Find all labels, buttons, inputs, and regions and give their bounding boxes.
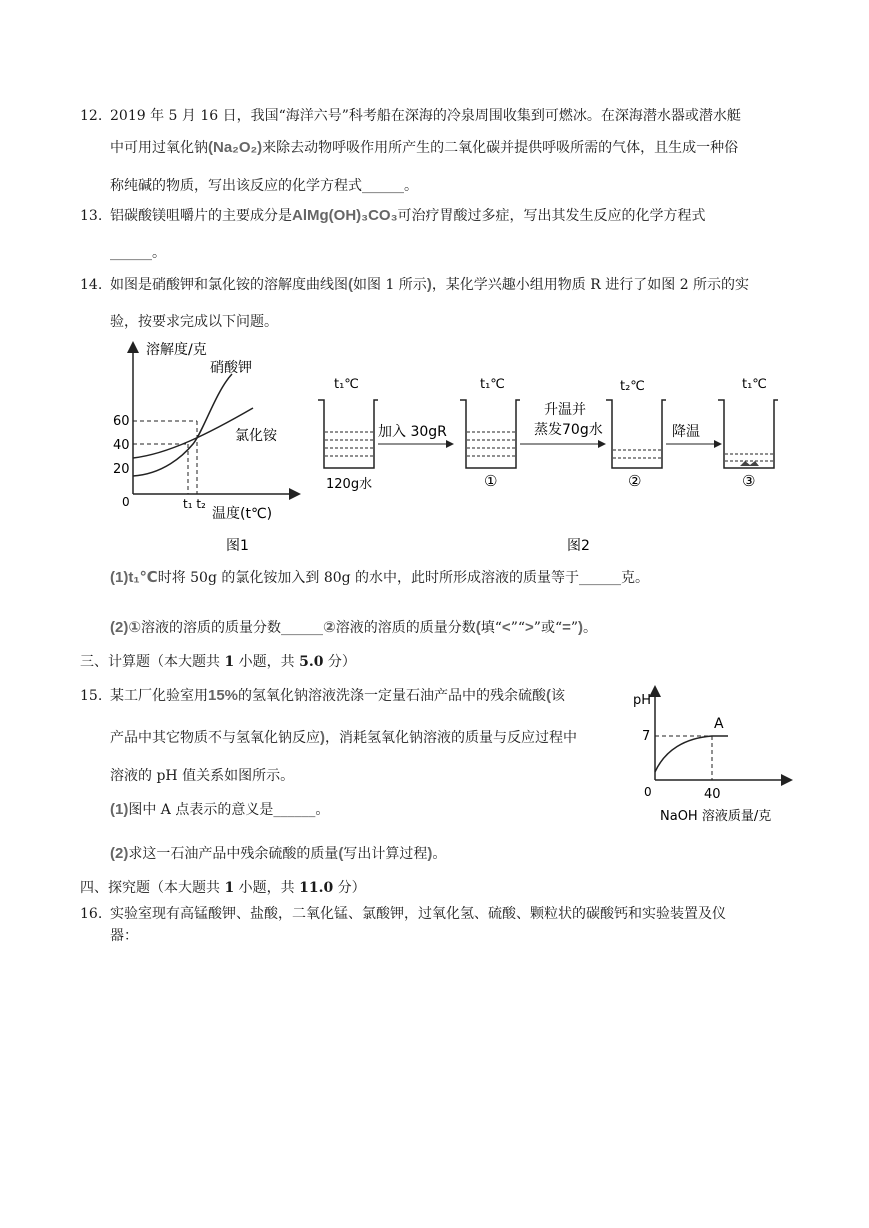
q14-line-1: 如图是硝酸钾和氯化铵的溶解度曲线图(如图 1 所示)，某化学兴趣小组用物质 R 进行了如图 2 所示的实 bbox=[110, 276, 750, 293]
figure-1-solubility-chart bbox=[108, 336, 318, 556]
origin-label: 0 bbox=[122, 495, 130, 509]
series-label-kno3: 硝酸钾 bbox=[210, 360, 252, 376]
formula-na2o2: (Na₂O₂) bbox=[208, 139, 263, 156]
q12-line-1: 2019 年 5 月 16 日，我国“海洋六号”科考船在深海的冷泉周围收集到可燃冰。在深海潜水器或潜水艇 bbox=[110, 108, 741, 124]
beaker-number: ① bbox=[484, 472, 498, 490]
step-1-label: 加入 30gR bbox=[378, 424, 447, 440]
question-number: 15. bbox=[80, 688, 103, 704]
question-number: 12. bbox=[80, 108, 103, 124]
point-a-label: A bbox=[714, 716, 724, 732]
question-number: 16. bbox=[80, 906, 103, 922]
q15-line-1: 某工厂化验室用15%的氢氧化钠溶液洗涤一定量石油产品中的残余硫酸(该 bbox=[110, 687, 566, 704]
q15-line-2: 产品中其它物质不与氢氧化钠反应)，消耗氢氧化钠溶液的质量与反应过程中 bbox=[110, 729, 577, 746]
temperature-label: t₂℃ bbox=[620, 379, 645, 394]
series-label-nh4cl: 氯化铵 bbox=[235, 428, 277, 444]
question-number: 13. bbox=[80, 208, 103, 224]
q14-sub-1: (1)t₁℃时将 50g 的氯化铵加入到 80g 的水中，此时所形成溶液的质量等于______克。 bbox=[110, 569, 650, 586]
y-tick: 7 bbox=[642, 729, 651, 744]
figure-2-caption: 图2 bbox=[567, 538, 590, 554]
formula-almg: AlMg(OH)₃CO₃ bbox=[292, 207, 398, 224]
question-number: 14. bbox=[80, 277, 103, 293]
y-axis-label: pH bbox=[633, 693, 652, 708]
x-tick: 40 bbox=[704, 787, 721, 802]
origin-label: 0 bbox=[644, 785, 652, 799]
q16-line-1: 实验室现有高锰酸钾、盐酸，二氧化锰、氯酸钾，过氧化氢、硫酸、颗粒状的碳酸钙和实验装置及仪 bbox=[110, 906, 726, 922]
ph-curve bbox=[655, 736, 728, 772]
q16-line-2: 器： bbox=[110, 928, 138, 944]
beaker-initial bbox=[318, 377, 378, 492]
q15-line-3: 溶液的 pH 值关系如图所示。 bbox=[110, 768, 295, 784]
beaker-3 bbox=[718, 377, 778, 490]
step-2-label: 蒸发70g水 bbox=[534, 422, 603, 438]
x-axis-label: 温度(t℃) bbox=[212, 506, 273, 522]
crystal-precipitate bbox=[740, 461, 759, 466]
y-tick: 60 bbox=[113, 414, 130, 429]
y-tick: 40 bbox=[113, 438, 130, 453]
q14-sub-2: (2)①溶液的溶质的质量分数______②溶液的溶质的质量分数(填“<”“>”或“=”)。 bbox=[110, 619, 598, 636]
water-label: 120g水 bbox=[326, 477, 373, 492]
curve-kno3 bbox=[133, 374, 232, 476]
q15-sub-2: (2)求这一石油产品中残余硫酸的质量(写出计算过程)。 bbox=[110, 845, 447, 862]
section-heading-inquiry: 四、探究题（本大题共 1 小题，共 11.0 分） bbox=[80, 880, 366, 896]
q12-line-3: 称纯碱的物质，写出该反应的化学方程式______。 bbox=[110, 178, 418, 194]
beaker-number: ② bbox=[628, 472, 642, 490]
q13-line-1: 铝碳酸镁咀嚼片的主要成分是AlMg(OH)₃CO₃可治疗胃酸过多症，写出其发生反应的化学方程式 bbox=[110, 207, 706, 224]
step-2-label: 升温并 bbox=[544, 402, 586, 418]
temperature-label: t₁℃ bbox=[742, 377, 767, 392]
x-axis-label: NaOH 溶液质量/克 bbox=[660, 809, 772, 824]
figure-1-caption: 图1 bbox=[226, 538, 249, 554]
temperature-label: t₁℃ bbox=[480, 377, 505, 392]
beaker-number: ③ bbox=[742, 472, 756, 490]
ph-chart bbox=[630, 680, 805, 830]
step-3-label: 降温 bbox=[672, 424, 700, 440]
figure-2-experiment bbox=[312, 370, 802, 560]
beaker-2 bbox=[606, 379, 666, 490]
q15-sub-1: (1)图中 A 点表示的意义是______。 bbox=[110, 801, 330, 818]
x-tick: t₁ t₂ bbox=[183, 497, 206, 511]
y-tick: 20 bbox=[113, 462, 130, 477]
temperature-label: t₁℃ bbox=[334, 377, 359, 392]
q12-line-2: 中可用过氧化钠(Na₂O₂)来除去动物呼吸作用所产生的二氧化碳并提供呼吸所需的气体，且生成一种俗 bbox=[110, 139, 739, 156]
section-heading-calculation: 三、计算题（本大题共 1 小题，共 5.0 分） bbox=[80, 654, 356, 670]
y-axis-label: 溶解度/克 bbox=[146, 342, 207, 358]
beaker-1 bbox=[460, 377, 520, 490]
q13-line-2: ______。 bbox=[110, 245, 166, 261]
q14-line-2: 验，按要求完成以下问题。 bbox=[110, 314, 278, 330]
